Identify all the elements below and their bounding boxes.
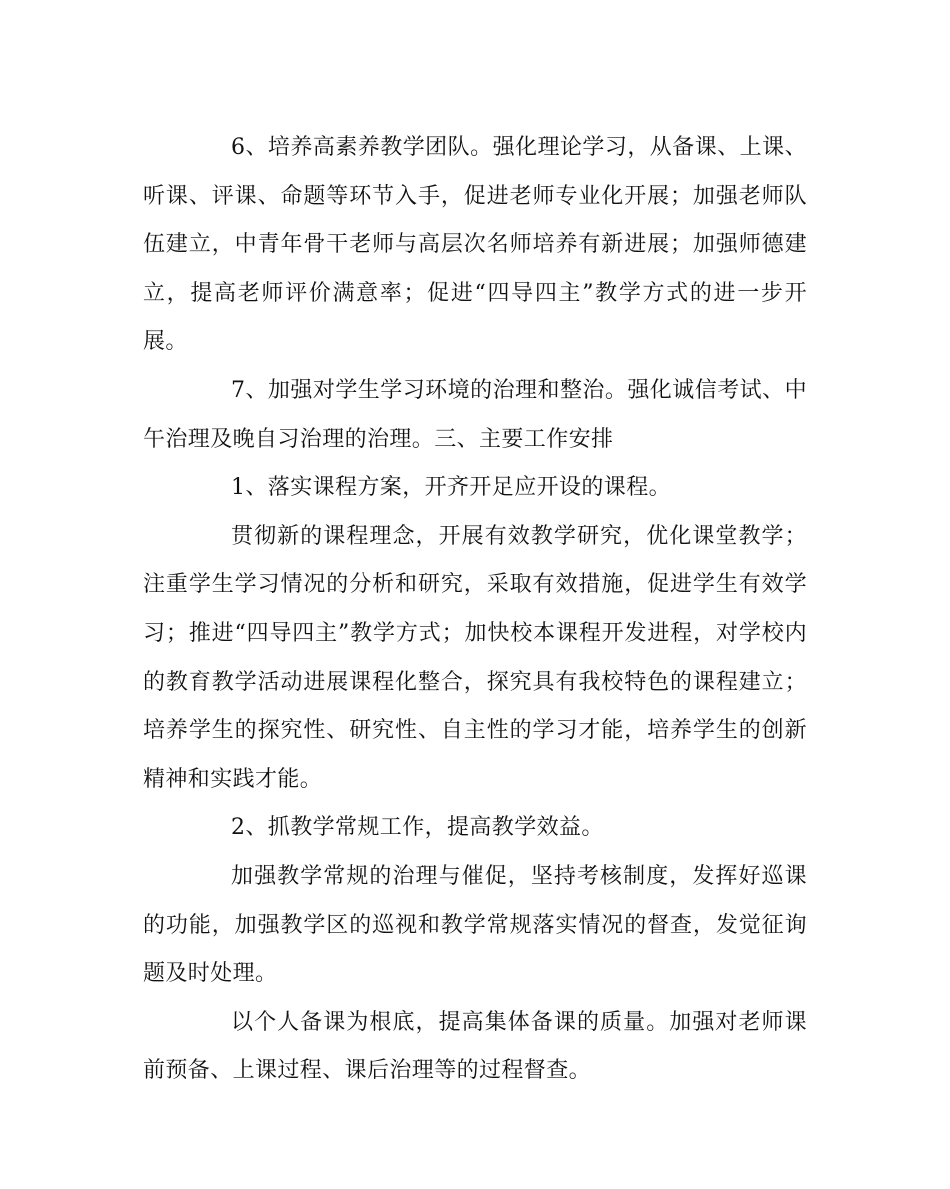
paragraph-item-6: 6、培养高素养教学团队。强化理论学习，从备课、上课、听课、评课、命题等环节入手，促进老师专业化开展；加强老师队伍建立，中青年骨干老师与高层次名师培养有新进展；加强师德建立，提高老师评价满意率；促进“四导四主”教学方式的进一步开展。: [143, 135, 807, 355]
document-body: [143, 124, 807, 1096]
paragraph-section-1-heading: 1、落实课程方案，开齐开足应开设的课程。: [231, 475, 671, 501]
paragraph-section-2-heading: 2、抓教学常规工作，提高教学效益。: [231, 815, 604, 841]
paragraph-section-1-body: 贯彻新的课程理念，开展有效教学研究，优化课堂教学；注重学生学习情况的分析和研究，采取有效措施，促进学生有效学习；推进“四导四主”教学方式；加快校本课程开发进程，对学校内的教育教学活动进展课程化整合，探究具有我校特色的课程建立；培养学生的探究性、研究性、自主性的学习才能，培养学生的创新精神和实践才能。: [143, 523, 807, 792]
paragraph-item-7: 7、加强对学生学习环境的治理和整治。强化诚信考试、中午治理及晚自习治理的治理。三、主要工作安排: [143, 377, 807, 452]
paragraph-lesson-prep: 以个人备课为根底，提高集体备课的质量。加强对老师课前预备、上课过程、课后治理等的过程督查。: [143, 1009, 807, 1084]
paragraph-section-2-body: 加强教学常规的治理与催促，坚持考核制度，发挥好巡课的功能，加强教学区的巡视和教学常规落实情况的督查，发觉征询题及时处理。: [143, 863, 807, 987]
